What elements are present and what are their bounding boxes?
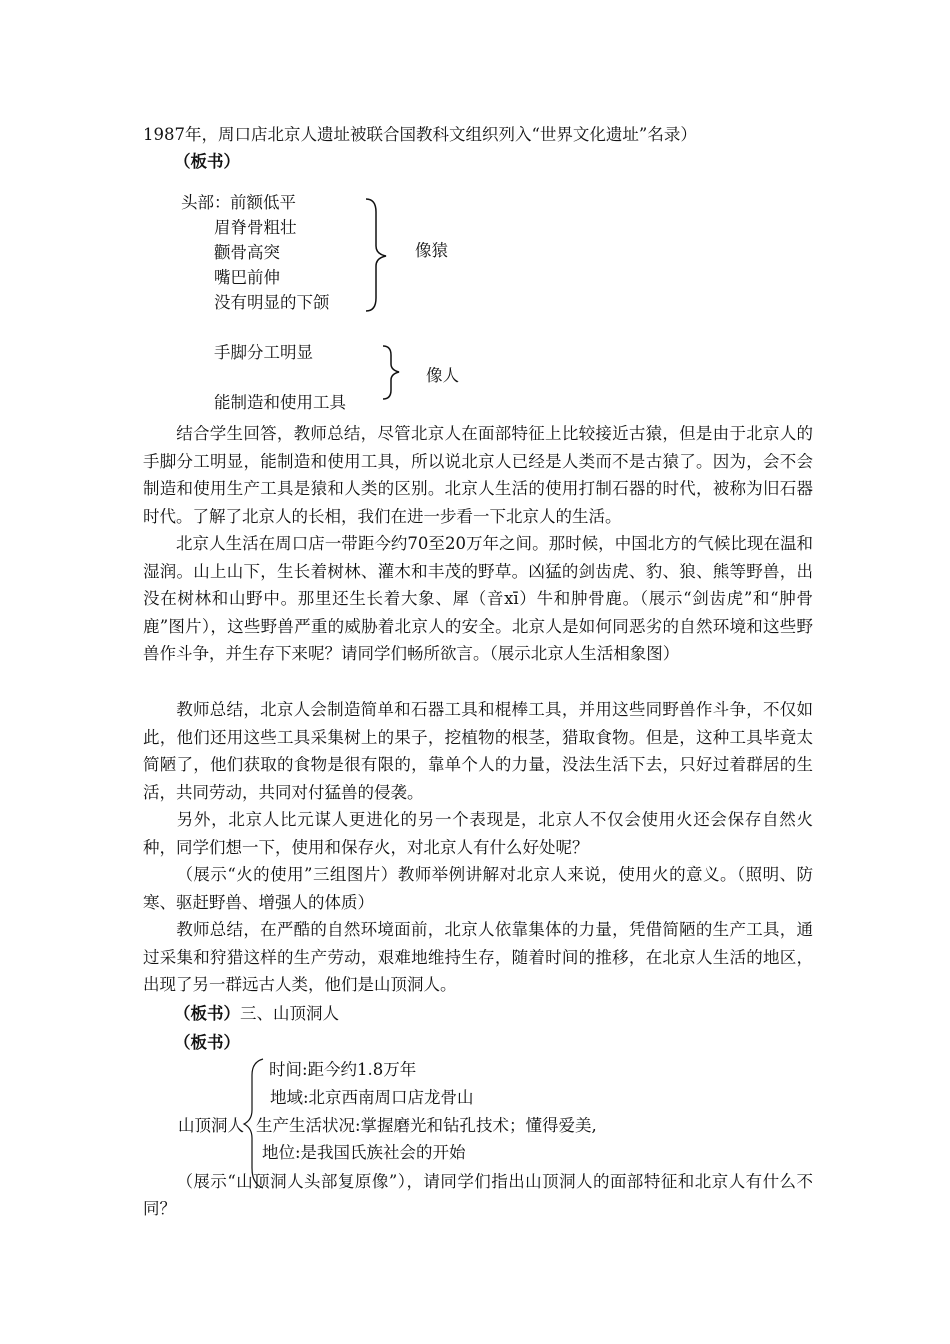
human-item: 手脚分工明显 [214,343,313,362]
paragraph: （展示“火的使用”三组图片）教师举例讲解对北京人来说，使用火的意义。（照明、防寒、驱赶野兽、增强人的体质） [143,865,813,912]
cave-man-item: 地位:是我国氏族社会的开始 [262,1143,466,1162]
head-prefix: 头部： [181,193,231,212]
board-label: （板书） [174,1033,240,1052]
head-item: 嘴巴前伸 [214,268,280,287]
paragraph: 另外，北京人比元谋人更进化的另一个表现是，北京人不仅会使用火还会保存自然火种，同学们想一下，使用和保存火，对北京人有什么好处呢？ [143,810,813,857]
paragraph: 结合学生回答，教师总结，尽管北京人在面部特征上比较接近古猿，但是由于北京人的手脚分工明显，能制造和使用工具，所以说北京人已经是人类而不是古猿了。因为，会不会制造和使用生产工具是猿和人类的区别。北京人生活的使用打制石器的时代，被称为旧石器时代。了解了北京人的长相，我们在进一步看一下北京人的生活。 [143,424,813,526]
head-item: 没有明显的下颌 [214,293,330,312]
ape-brace [366,199,386,311]
board-label: （板书） [174,152,240,171]
head-item: 颧骨高突 [214,243,280,262]
cave-man-root: 山顶洞人 [178,1116,244,1135]
human-brace [383,346,399,399]
ape-label: 像猿 [415,241,448,260]
human-item: 能制造和使用工具 [214,393,346,412]
head-item: 眉脊骨粗壮 [214,218,297,237]
paragraph: 教师总结，在严酷的自然环境面前，北京人依靠集体的力量，凭借简陋的生产工具，通过采集和狩猎这样的生产劳动，艰难地维持生存，随着时间的推移，在北京人生活的地区，出现了另一群远古人类，他们是山顶洞人。 [143,920,813,995]
paragraph: 教师总结，北京人会制造简单和石器工具和棍棒工具，并用这些同野兽作斗争，不仅如此，他们还用这些工具采集树上的果子，挖植物的根茎，猎取食物。但是，这种工具毕竟太简陋了，他们获取的食物是很有限的，靠单个人的力量，没法生活下去，只好过着群居的生活，共同劳动，共同对付猛兽的侵袭。 [143,700,813,802]
paragraph: 北京人生活在周口店一带距今约70至20万年之间。那时候，中国北方的气候比现在温和湿润。山上山下，生长着树林、灌木和丰茂的野草。凶猛的剑齿虎、豹、狼、熊等野兽，出没在树林和山野中。那里还生长着大象、犀（音xī）牛和肿骨鹿。（展示“剑齿虎”和“肿骨鹿”图片），这些野兽严重的威胁着北京人的安全。北京人是如何同恶劣的自然环境和这些野兽作斗争，并生存下来呢？请同学们畅所欲言。（展示北京人生活相象图） [143,534,813,664]
cave-man-item: 时间:距今约1.8万年 [269,1060,417,1079]
cave-man-item: 生产生活状况:掌握磨光和钻孔技术；懂得爱美, [256,1116,597,1135]
cave-man-item: 地域:北京西南周口店龙骨山 [270,1088,474,1107]
intro-line: 1987年，周口店北京人遗址被联合国教科文组织列入“世界文化遗址”名录） [143,125,697,144]
human-label: 像人 [426,366,459,385]
head-item: 前额低平 [230,193,296,212]
closing-paragraph: （展示“山顶洞人头部复原像”），请同学们指出山顶洞人的面部特征和北京人有什么不同？ [143,1172,813,1218]
section-heading: （板书）三、山顶洞人 [174,1004,339,1023]
